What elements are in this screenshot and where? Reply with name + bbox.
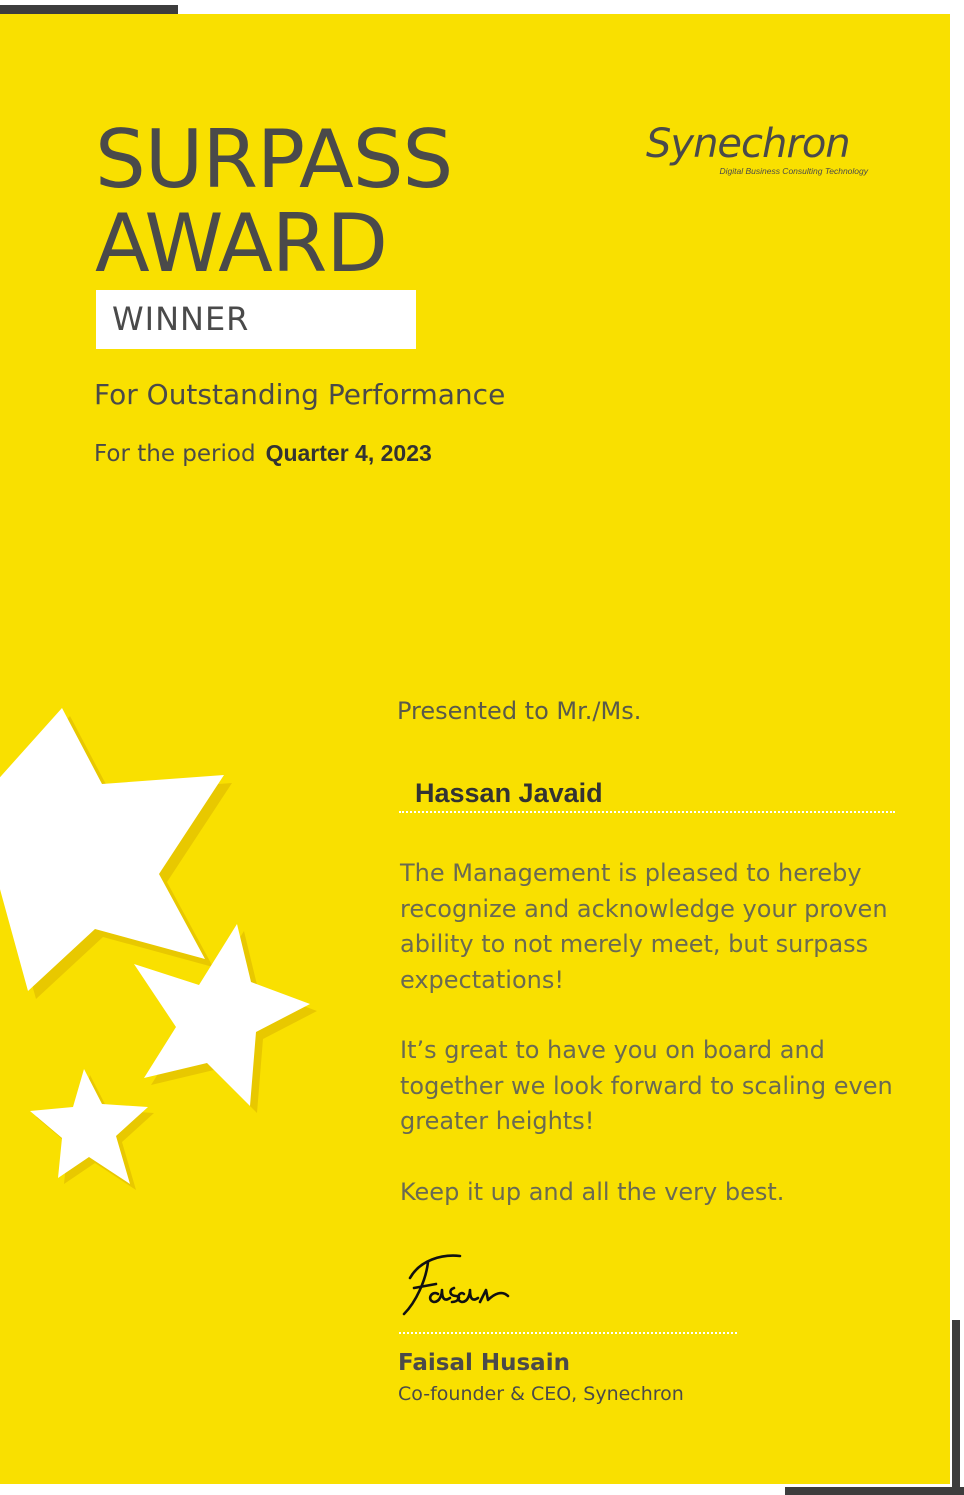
company-logo: [646, 118, 876, 182]
presented-to-label: Presented to Mr./Ms.: [397, 697, 642, 725]
recipient-underline: [399, 811, 895, 813]
certificate: [0, 14, 950, 1484]
star-large-icon: [0, 708, 224, 991]
award-period: [94, 440, 432, 467]
award-title: [95, 113, 453, 290]
message-paragraph-2: It’s great to have you on board and together we look forward to scaling even greater heights!: [400, 1036, 893, 1135]
signatory-title: Co-founder & CEO, Synechron: [398, 1383, 684, 1405]
period-value: Quarter 4, 2023: [265, 440, 432, 466]
message-paragraph-3: Keep it up and all the very best.: [400, 1178, 785, 1206]
winner-badge: WINNER: [96, 290, 416, 349]
recipient-name: Hassan Javaid: [415, 778, 603, 808]
logo-wordmark: Synechron: [646, 121, 850, 167]
award-title-line2: AWARD: [95, 197, 387, 290]
corner-frame-bottom-right-vertical: [952, 1320, 960, 1495]
period-label: For the period: [94, 441, 256, 467]
message-paragraph-1: The Management is pleased to hereby recognize and acknowledge your proven ability to not merely meet, but surpass expectations!: [400, 859, 888, 994]
signature-line: [399, 1332, 737, 1334]
corner-frame-top-left-horizontal: [0, 5, 178, 14]
signatory-name: Faisal Husain: [398, 1350, 570, 1376]
award-subtitle: For Outstanding Performance: [94, 378, 506, 411]
ceo-signature: [398, 1250, 518, 1320]
corner-frame-bottom-right-horizontal: [785, 1487, 964, 1495]
award-title-line1: SURPASS: [95, 113, 453, 206]
logo-tagline: Digital Business Consulting Technology: [719, 166, 868, 176]
